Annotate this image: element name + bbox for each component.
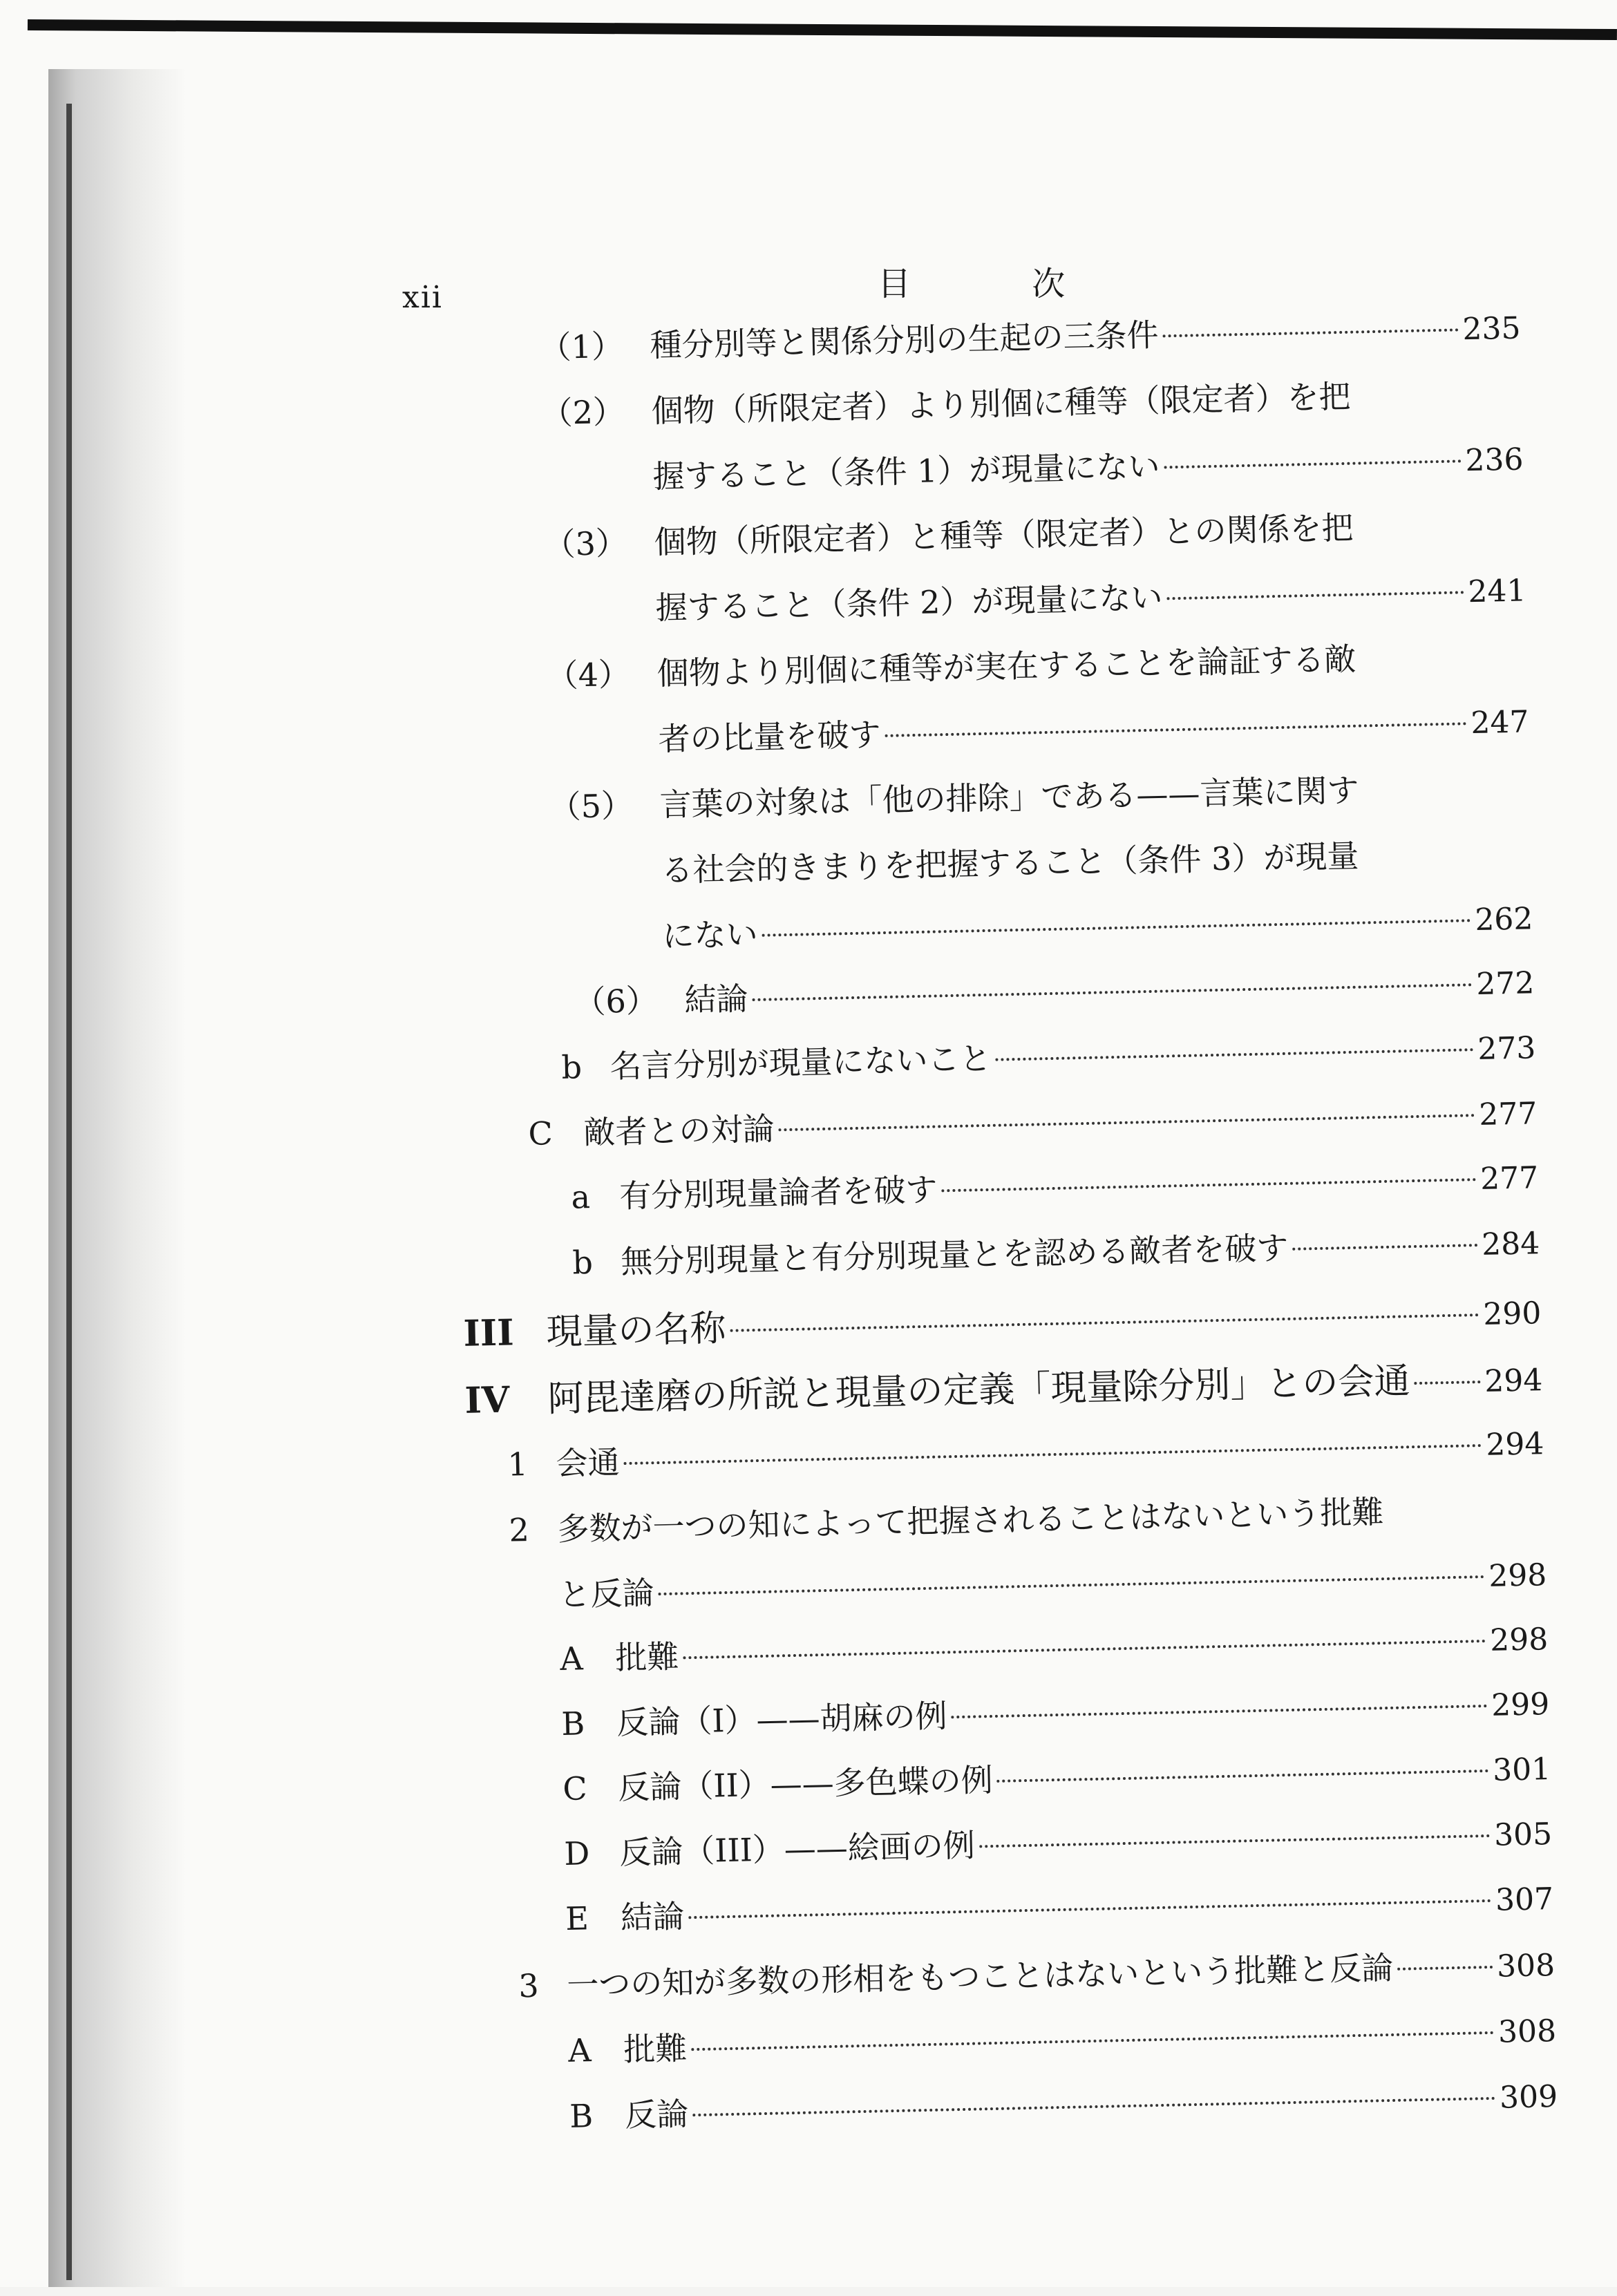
leader-dots: [1164, 459, 1461, 468]
toc-entry-number: b: [571, 1243, 594, 1282]
toc-entry-title: 反論（II）——多色蝶の例: [617, 1761, 994, 1807]
toc-entry-number: （5）: [549, 786, 634, 826]
toc-entry-title: 阿毘達磨の所説と現量の定義「現量除分別」との会通: [547, 1360, 1410, 1421]
toc-entry-page: 235: [1462, 310, 1521, 348]
toc-entry-title: 名言分別が現量にないこと: [609, 1039, 992, 1085]
toc-entry-page: 290: [1482, 1296, 1542, 1332]
toc-entry-title: 一つの知が多数の形相をもつことはないという批難と反論: [566, 1948, 1394, 2004]
toc-entry-page: 284: [1481, 1226, 1540, 1262]
toc-entry-title: 種分別等と関係分別の生起の三条件: [650, 316, 1160, 364]
toc-entry-number: a: [570, 1178, 591, 1216]
toc-entry-page: 294: [1485, 1426, 1544, 1463]
toc-entry: [546, 634, 1356, 697]
toc-entry: [565, 1873, 1554, 1939]
leader-dots: [730, 1313, 1479, 1332]
toc-entry-page: 262: [1474, 901, 1533, 938]
toc-entry-page: 273: [1477, 1030, 1536, 1068]
toc-entry-number: B: [560, 1705, 585, 1743]
leader-dots: [941, 1178, 1476, 1192]
toc-entry: [561, 1678, 1550, 1745]
toc-entry-page: 301: [1492, 1752, 1551, 1788]
leader-dots: [688, 1899, 1491, 1919]
toc-entry-page: 298: [1489, 1622, 1549, 1658]
leader-dots: [753, 983, 1473, 1001]
toc-entry-title: 現量の名称: [545, 1307, 727, 1354]
toc-entry-title: 個物より別個に種等が実在することを論証する敵: [656, 640, 1356, 692]
toc-entry-title: 言葉の対象は「他の排除」である——言葉に関す: [659, 771, 1359, 824]
toc-entry: [571, 1152, 1539, 1217]
toc-entry-title: る社会的きまりを把握すること（条件 3）が現量: [661, 837, 1359, 889]
toc-entry: [509, 1487, 1384, 1550]
toc-entry-title: にない: [662, 915, 759, 955]
toc-entry-number: A: [567, 2031, 592, 2069]
page-number: xii: [402, 280, 443, 315]
toc-entry-continuation: [662, 893, 1533, 956]
toc-entry-title: 反論（Ⅰ）——胡麻の例: [616, 1697, 948, 1742]
toc-entry-number: 2: [508, 1510, 530, 1549]
leader-dots: [1163, 328, 1459, 337]
leader-dots: [979, 1834, 1490, 1848]
toc-entry-number: （2）: [540, 392, 625, 433]
toc-entry-page: 299: [1491, 1687, 1550, 1723]
leader-dots: [691, 2031, 1494, 2051]
toc-entry-title: 会通: [555, 1443, 621, 1483]
leader-dots: [1414, 1381, 1480, 1385]
toc-entry: [569, 2071, 1558, 2137]
leader-dots: [658, 1575, 1484, 1595]
leader-dots: [997, 1770, 1489, 1783]
toc-entry-page: 247: [1470, 704, 1529, 741]
toc-entry: [464, 1349, 1543, 1423]
toc-entry-page: 272: [1475, 965, 1535, 1003]
toc-entry: [543, 503, 1354, 566]
toc-entry: [561, 1022, 1536, 1088]
toc-entry-number: IV: [464, 1378, 510, 1422]
toc-entry-number: 1: [507, 1445, 529, 1483]
toc-entry-page: 277: [1479, 1160, 1539, 1197]
toc-entry: [539, 303, 1521, 369]
toc-entry: [549, 766, 1359, 828]
toc-entry-page: 298: [1488, 1557, 1547, 1594]
toc-entry-title: と反論: [558, 1574, 655, 1614]
toc-entry: [507, 1418, 1544, 1485]
toc-entry-title: 結論: [683, 980, 749, 1019]
toc-entry-title: 無分別現量と有分別現量とを認める敵者を破す: [620, 1228, 1289, 1281]
toc-entry: [463, 1282, 1542, 1356]
toc-entry-title: 個物（所限定者）と種等（限定者）との関係を把: [654, 509, 1354, 561]
toc-entry-number: D: [563, 1834, 590, 1872]
toc-entry-title: 批難: [623, 2029, 688, 2069]
toc-entry-number: C: [527, 1114, 554, 1152]
toc-entry-continuation: [655, 564, 1526, 628]
toc-entry-page: 294: [1484, 1363, 1543, 1399]
toc-entry-page: 277: [1478, 1096, 1538, 1133]
toc-entry: [572, 1217, 1540, 1283]
toc-entry-number: E: [565, 1899, 589, 1937]
toc-entry-page: 308: [1497, 2013, 1557, 2050]
leader-dots: [1166, 591, 1464, 600]
toc-entry-number: A: [559, 1640, 584, 1678]
toc-entry: [528, 1088, 1538, 1155]
toc-entry-continuation: [658, 696, 1529, 759]
toc-entry-title: 批難: [614, 1638, 680, 1677]
toc-entry-title: 反論（III）——絵画の例: [618, 1826, 976, 1872]
toc-entry: [540, 372, 1351, 435]
toc-entry-title: 有分別現量論者を破す: [618, 1170, 938, 1215]
toc-entry-number: 3: [518, 1966, 540, 2005]
toc-entry-number: III: [462, 1311, 515, 1355]
toc-entry: [574, 957, 1535, 1023]
toc-entry-number: （3）: [543, 524, 628, 564]
leader-dots: [995, 1048, 1473, 1061]
toc-entry-page: 236: [1464, 442, 1524, 479]
toc-entry-continuation: [652, 433, 1524, 497]
toc-entry-page: 305: [1493, 1816, 1553, 1853]
toc-entry-continuation: [661, 831, 1359, 891]
toc-entry-page: 307: [1495, 1881, 1554, 1918]
toc-entry-title: 個物（所限定者）より別個に種等（限定者）を把: [651, 377, 1352, 430]
leader-dots: [762, 919, 1471, 936]
page-title: 目 次: [878, 265, 1121, 303]
toc-entry-title: 握すること（条件 2）が現量にない: [655, 578, 1163, 627]
toc-entry-number: B: [569, 2097, 594, 2135]
toc-entry: [568, 2005, 1557, 2071]
toc-entry-page: 309: [1499, 2078, 1558, 2116]
toc-entry-number: b: [560, 1048, 583, 1086]
toc-entry-title: 者の比量を破す: [658, 716, 882, 758]
leader-dots: [683, 1640, 1486, 1659]
toc-entry-number: （4）: [546, 655, 631, 695]
toc-entry-title: 多数が一つの知によって把握されることはないという批難: [556, 1493, 1384, 1548]
toc-entry-page: 308: [1496, 1948, 1555, 1984]
toc-entry: [562, 1743, 1551, 1810]
leader-dots: [692, 2097, 1495, 2116]
toc-entry: [560, 1613, 1549, 1680]
leader-dots: [1397, 1966, 1493, 1971]
toc-entry-title: 結論: [620, 1897, 685, 1937]
toc-entry: [564, 1808, 1553, 1875]
toc-entry-number: （1）: [539, 327, 624, 367]
toc-entry-page: 241: [1467, 573, 1526, 610]
toc-entry-continuation: [558, 1549, 1547, 1615]
leader-dots: [885, 722, 1467, 737]
leader-dots: [951, 1705, 1487, 1718]
toc-entry-number: （6）: [574, 981, 659, 1021]
toc-entry: [518, 1939, 1555, 2006]
toc-entry-title: 敵者との対論: [583, 1110, 775, 1152]
toc-entry-title: 反論: [624, 2095, 689, 2134]
toc-entry-number: C: [562, 1770, 588, 1808]
leader-dots: [778, 1114, 1475, 1131]
leader-dots: [624, 1444, 1482, 1465]
toc-entry-title: 握すること（条件 1）が現量にない: [652, 447, 1160, 495]
leader-dots: [1292, 1244, 1477, 1251]
